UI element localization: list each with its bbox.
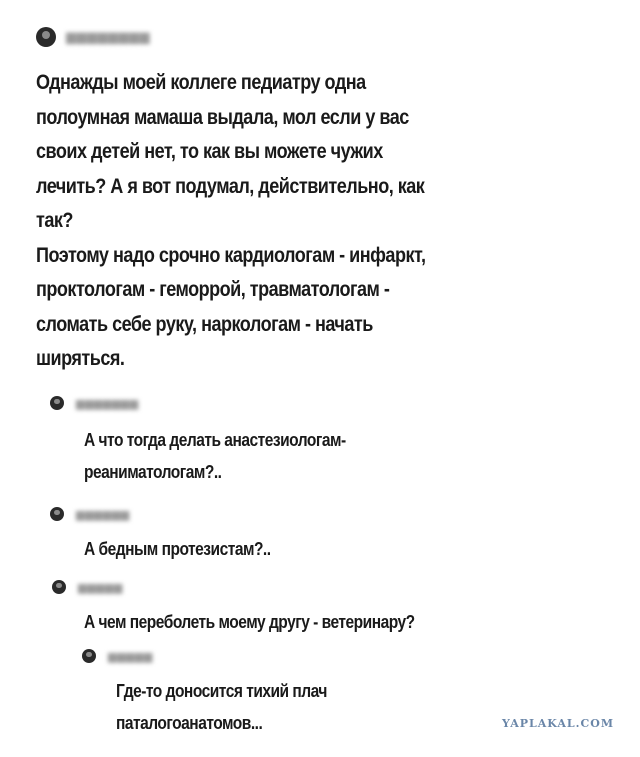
reply-author-name-blurred[interactable]: ▆▆▆▆▆ [108,650,153,663]
reply-avatar[interactable] [52,580,66,594]
reply-author-name-blurred[interactable]: ▆▆▆▆▆▆ [76,508,130,521]
reply-author-row [82,647,640,665]
reply-text: А бедным протезистам?.. [84,538,271,559]
reply-author-row [52,578,640,596]
author-avatar[interactable] [36,27,56,47]
reply-text: А чем переболеть моему другу - ветеринару? [84,611,415,632]
reply-2 [50,505,640,565]
reply-avatar[interactable] [82,649,96,663]
reply-avatar[interactable] [50,396,64,410]
reply-author-row [50,505,640,523]
reply-text: Где-то доносится тихий плач паталогоанатомов... [116,680,327,733]
reply-author-name-blurred[interactable]: ▆▆▆▆▆ [78,581,123,594]
author-name-blurred[interactable]: ▆▆▆▆▆▆▆▆ [66,29,150,44]
reply-author-name-blurred[interactable]: ▆▆▆▆▆▆▆ [76,397,139,410]
post-author-row [36,24,596,50]
reply-1 [50,394,640,488]
watermark: YAPLAKAL.COM [502,717,614,730]
main-post [36,24,596,377]
reply-text: А что тогда делать анастезиологам- реаниматологам?.. [84,429,346,482]
reply-author-row [50,394,640,412]
reply-avatar[interactable] [50,507,64,521]
post-text: Однажды моей коллеге педиатру одна полоумная мамаша выдала, мол если у вас своих детей нет, то как вы можете чужих лечить? А я вот подумал, действительно, как так? Поэтому надо срочно кардиологам - инфаркт, проктологам - геморрой, травматологам - сломать себе руку, наркологам - начать ширяться. [36,71,426,370]
reply-3 [52,578,640,638]
